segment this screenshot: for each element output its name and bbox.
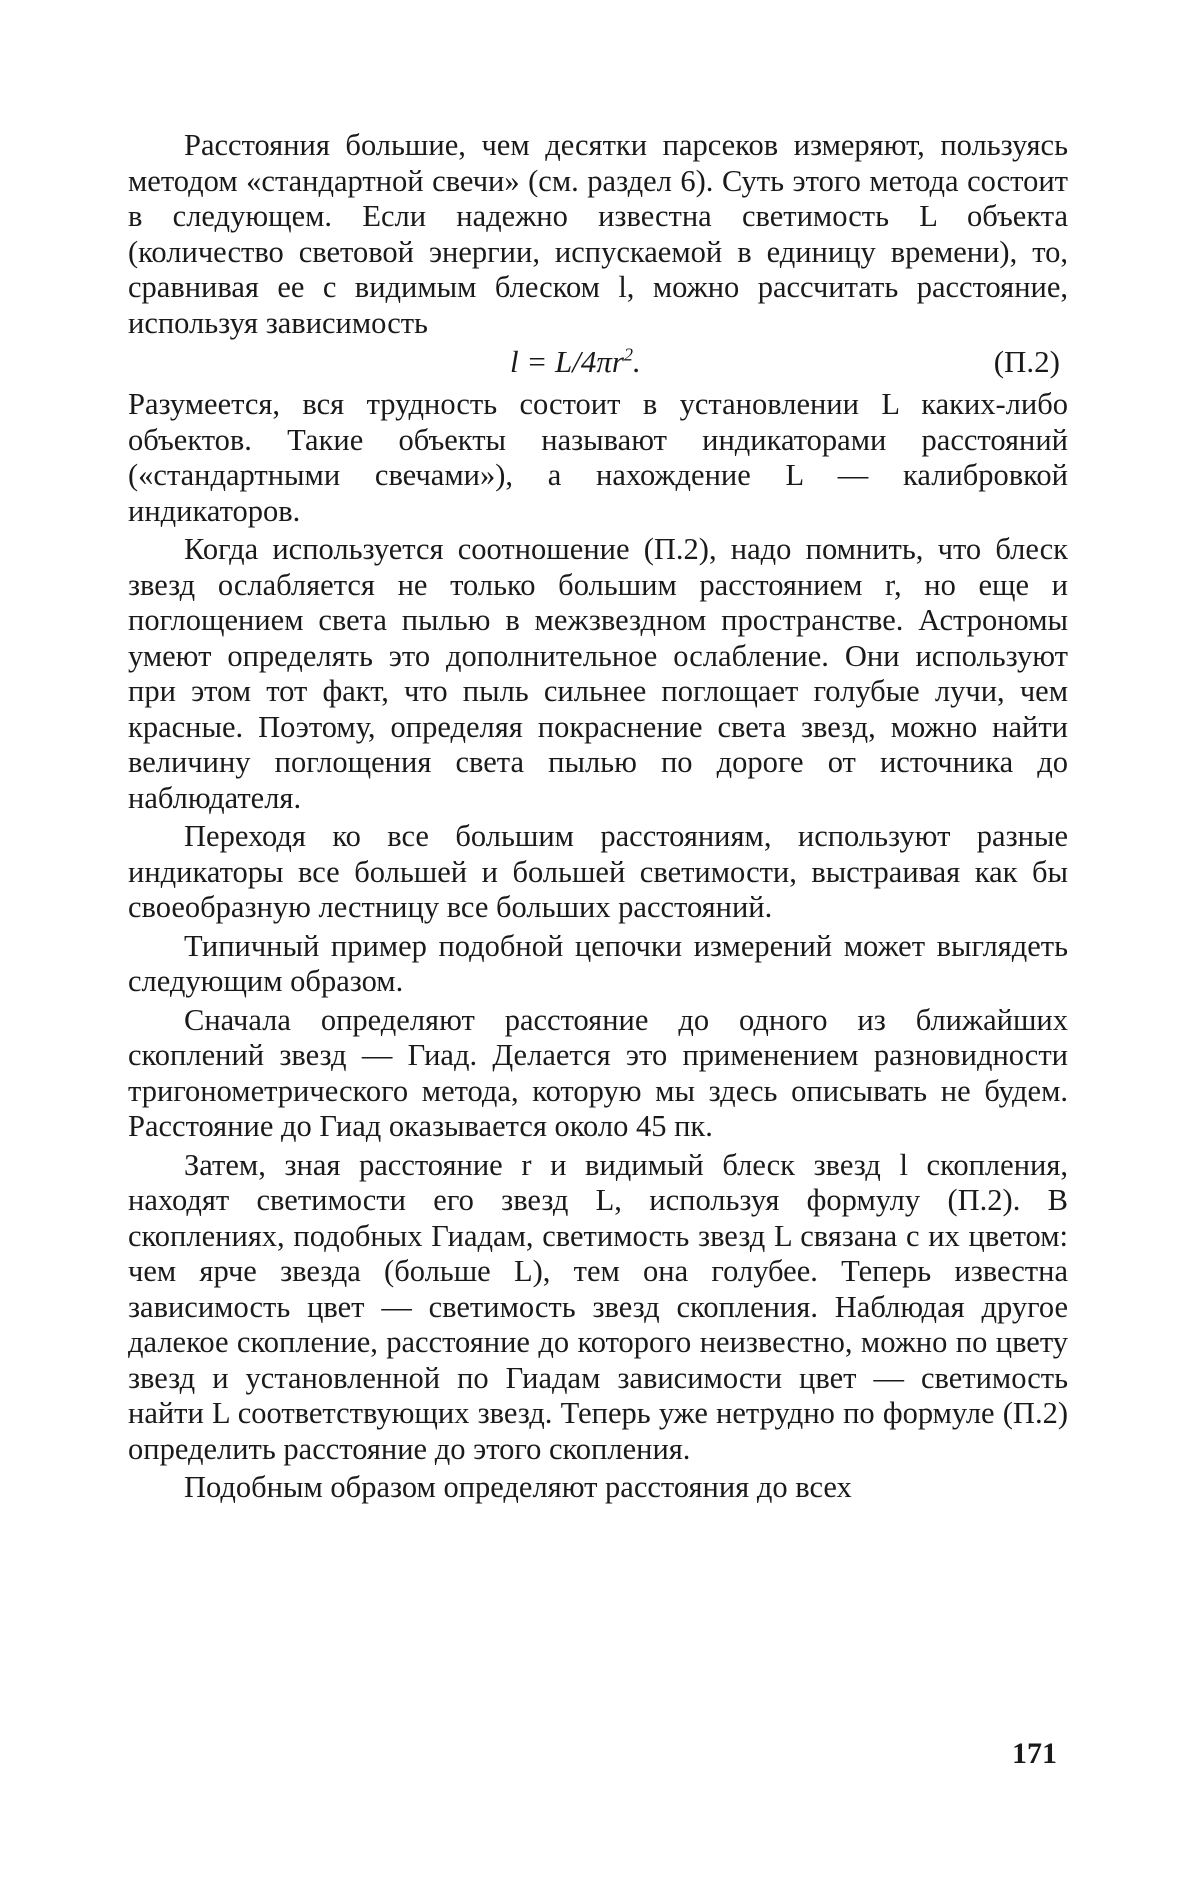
- formula-line: [128, 344, 1068, 384]
- formula-exponent: 2: [624, 344, 633, 365]
- paragraph-example-intro: Типичный пример подобной цепочки измерений может выглядеть следующим образом.: [128, 928, 1068, 998]
- body-text: [128, 128, 1068, 1509]
- paragraph-color-luminosity: Затем, зная расстояние r и видимый блеск звезд l скопления, находят светимости его звезд L, используя формулу (П.2). В скоплениях, подобных Гиадам, светимость звезд L связана с их цветом: чем ярче звезда (больше L), тем она голубее. Теперь известна зависимость цвет — светимость звезд скопления. Наблюдая другое далекое скопление, расстояние до которого неизвестно, можно по цвету звезд и установленной по Гиадам зависимости цвет — светимость найти L соответствующих звезд. Теперь уже нетрудно по формуле (П.2) определить расстояние до этого скопления.: [128, 1147, 1068, 1466]
- formula-lhs: l: [510, 344, 519, 379]
- paragraph-final: Подобным образом определяют расстояния до всех: [184, 1470, 852, 1504]
- paragraph-distance-ladder: Переходя ко все большим расстояниям, используют разные индикаторы все большей и большей светимости, выстраивая как бы своеобразную лестницу все больших расстояний.: [128, 819, 1068, 924]
- paragraph-hyades: Сначала определяют расстояние до одного из ближайших скоплений звезд — Гиад. Делается это применением разновидности тригонометрического метода, которую мы здесь описывать не будем. Расстояние до Гиад оказывается около 45 пк.: [128, 1002, 1068, 1143]
- page-number: 171: [1012, 1737, 1057, 1770]
- formula-rhs: L/4πr: [555, 344, 624, 379]
- paragraph-standard-candle-intro: Расстояния большие, чем десятки парсеков измеряют, пользуясь методом «стандартной свечи» (см. раздел 6). Суть этого метода состоит в следующем. Если надежно известна светимость L объекта (количество световой энергии, испускаемой в единицу времени), то, сравнивая ее с видимым блеском l, можно рассчитать расстояние, используя зависимость: [128, 128, 1068, 340]
- formula-brightness: $l = L/4\pi r^2$.: [510, 344, 641, 379]
- formula-tail: .: [633, 344, 641, 379]
- paragraph-calibration: Разумеется, вся трудность состоит в установлении L каких-либо объектов. Такие объекты называют индикаторами расстояний («стандартными свечами»), а нахождение L — калибровкой индикаторов.: [128, 387, 1068, 528]
- formula-number: (П.2): [993, 344, 1060, 379]
- paragraph-dust-absorption: Когда используется соотношение (П.2), надо помнить, что блеск звезд ослабляется не только большим расстоянием r, но еще и поглощением света пылью в межзвездном пространстве. Астрономы умеют определять это дополнительное ослабление. Они используют при этом тот факт, что пыль сильнее поглощает голубые лучи, чем красные. Поэтому, определяя покраснение света звезд, можно найти величину поглощения света пылью по дороге от источника до наблюдателя.: [128, 532, 1068, 815]
